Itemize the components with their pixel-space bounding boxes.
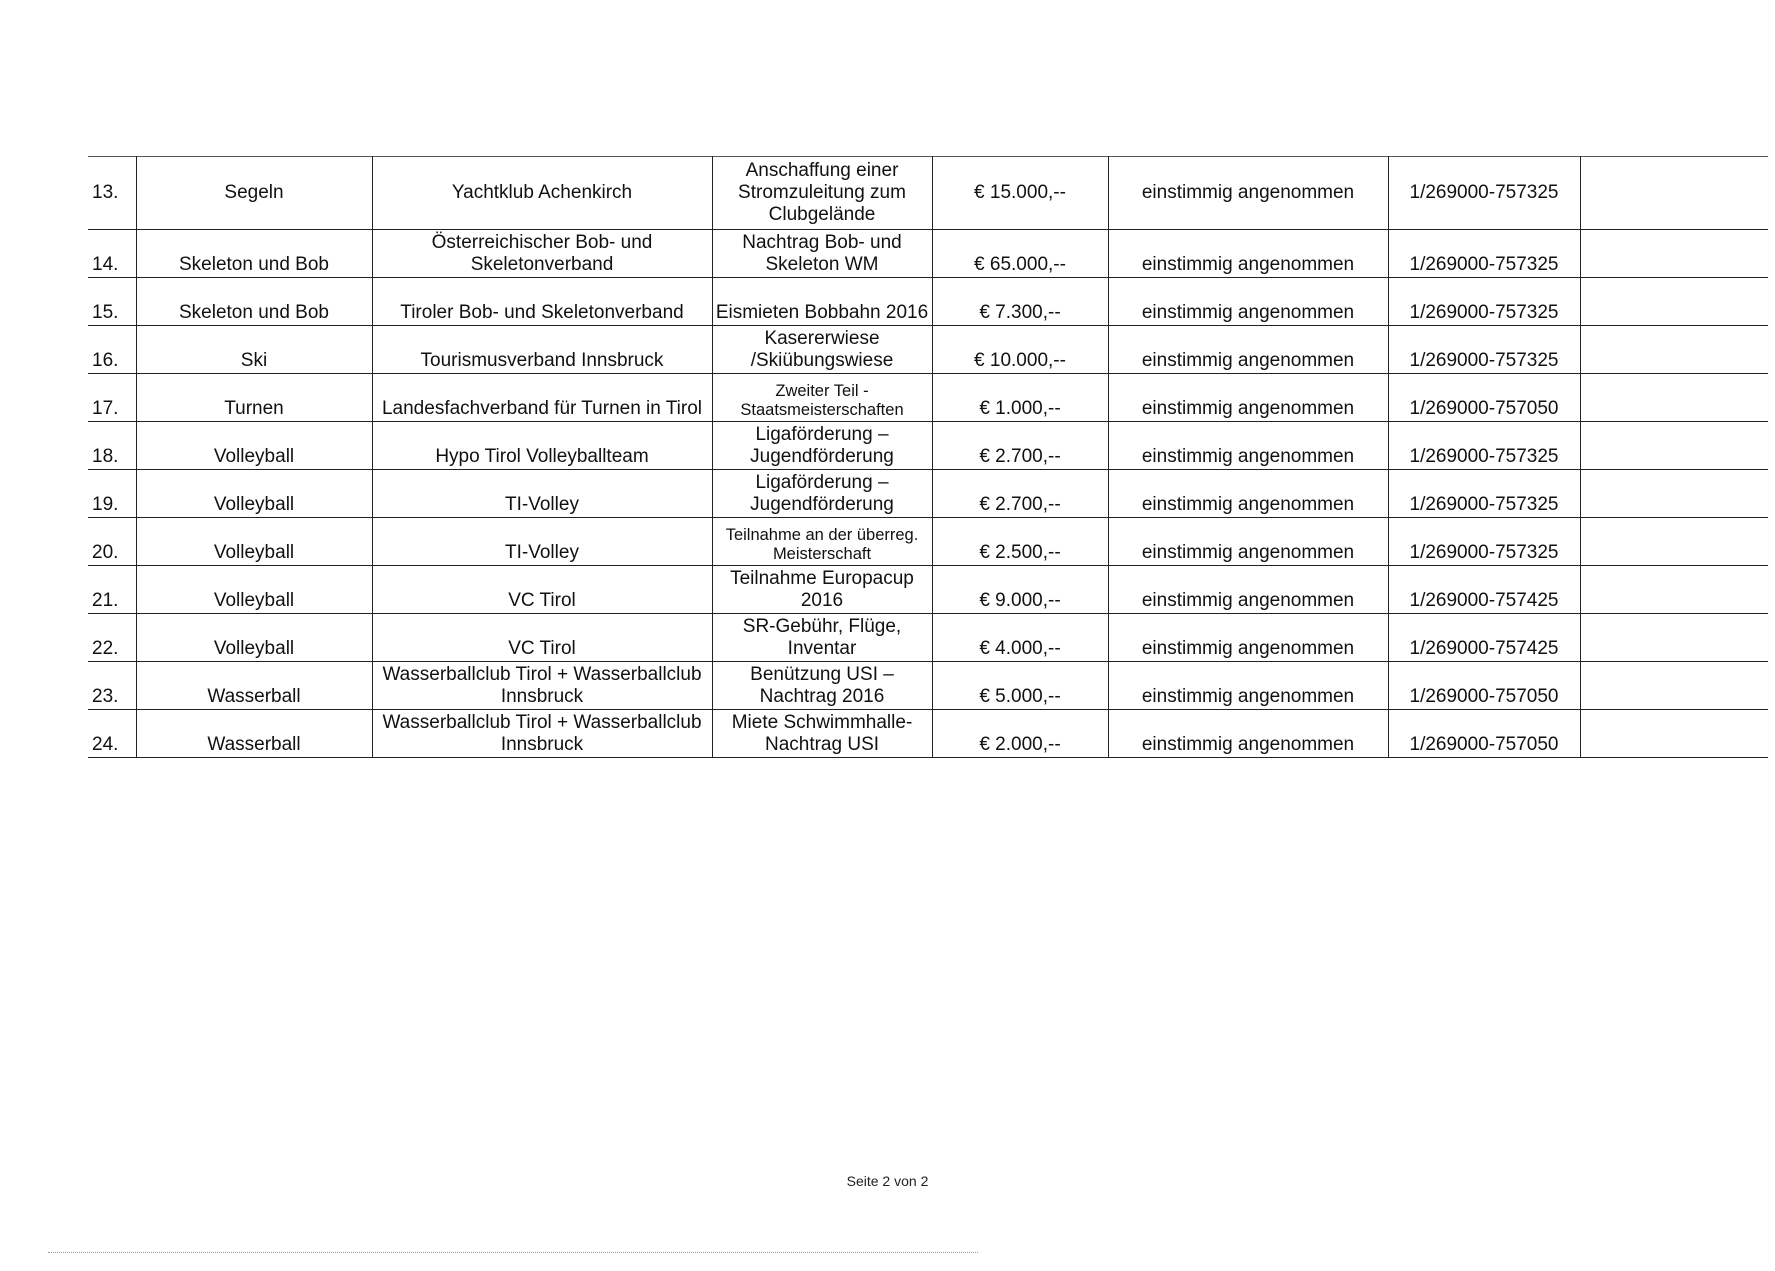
- empty-cell: [1580, 710, 1768, 758]
- table-row: [88, 518, 1768, 566]
- empty-cell: [1580, 662, 1768, 710]
- purpose-cell: Benützung USI – Nachtrag 2016: [712, 662, 932, 710]
- empty-cell: [1580, 230, 1768, 278]
- account-cell: 1/269000-757425: [1388, 566, 1580, 614]
- club-cell: Tourismusverband Innsbruck: [372, 326, 712, 374]
- amount-cell: € 9.000,--: [932, 566, 1108, 614]
- table-row: [88, 278, 1768, 326]
- club-cell: Landesfachverband für Turnen in Tirol: [372, 374, 712, 422]
- decision-cell: einstimmig angenommen: [1108, 326, 1388, 374]
- row-number: 13.: [88, 157, 136, 230]
- row-number: 21.: [88, 566, 136, 614]
- amount-cell: € 10.000,--: [932, 326, 1108, 374]
- table-row: [88, 566, 1768, 614]
- table-body: [88, 157, 1768, 758]
- club-cell: VC Tirol: [372, 566, 712, 614]
- decision-cell: einstimmig angenommen: [1108, 278, 1388, 326]
- row-number: 16.: [88, 326, 136, 374]
- club-cell: VC Tirol: [372, 614, 712, 662]
- decision-cell: einstimmig angenommen: [1108, 710, 1388, 758]
- table-row: [88, 710, 1768, 758]
- sport-cell: Turnen: [136, 374, 372, 422]
- decision-cell: einstimmig angenommen: [1108, 662, 1388, 710]
- sport-cell: Skeleton und Bob: [136, 278, 372, 326]
- amount-cell: € 5.000,--: [932, 662, 1108, 710]
- amount-cell: € 2.700,--: [932, 470, 1108, 518]
- club-cell: Wasserballclub Tirol + Wasserballclub Innsbruck: [372, 710, 712, 758]
- club-cell: Tiroler Bob- und Skeletonverband: [372, 278, 712, 326]
- sport-cell: Wasserball: [136, 662, 372, 710]
- account-cell: 1/269000-757325: [1388, 326, 1580, 374]
- row-number: 24.: [88, 710, 136, 758]
- table-row: [88, 662, 1768, 710]
- amount-cell: € 4.000,--: [932, 614, 1108, 662]
- sport-cell: Volleyball: [136, 614, 372, 662]
- decision-cell: einstimmig angenommen: [1108, 422, 1388, 470]
- account-cell: 1/269000-757050: [1388, 662, 1580, 710]
- purpose-cell: Teilnahme an der überreg. Meisterschaft: [712, 518, 932, 566]
- empty-cell: [1580, 374, 1768, 422]
- amount-cell: € 1.000,--: [932, 374, 1108, 422]
- table-row: [88, 470, 1768, 518]
- account-cell: 1/269000-757325: [1388, 278, 1580, 326]
- sport-cell: Wasserball: [136, 710, 372, 758]
- purpose-cell: Teilnahme Europacup 2016: [712, 566, 932, 614]
- empty-cell: [1580, 614, 1768, 662]
- row-number: 17.: [88, 374, 136, 422]
- table-row: [88, 614, 1768, 662]
- amount-cell: € 2.000,--: [932, 710, 1108, 758]
- empty-cell: [1580, 422, 1768, 470]
- sport-cell: Volleyball: [136, 518, 372, 566]
- account-cell: 1/269000-757325: [1388, 518, 1580, 566]
- purpose-cell: Miete Schwimmhalle- Nachtrag USI: [712, 710, 932, 758]
- row-number: 15.: [88, 278, 136, 326]
- empty-cell: [1580, 518, 1768, 566]
- account-cell: 1/269000-757050: [1388, 710, 1580, 758]
- club-cell: Wasserballclub Tirol + Wasserballclub Innsbruck: [372, 662, 712, 710]
- purpose-cell: Eismieten Bobbahn 2016: [712, 278, 932, 326]
- club-cell: Yachtklub Achenkirch: [372, 157, 712, 230]
- decision-cell: einstimmig angenommen: [1108, 518, 1388, 566]
- club-cell: Hypo Tirol Volleyballteam: [372, 422, 712, 470]
- sport-cell: Volleyball: [136, 470, 372, 518]
- row-number: 20.: [88, 518, 136, 566]
- purpose-cell: SR-Gebühr, Flüge, Inventar: [712, 614, 932, 662]
- decision-cell: einstimmig angenommen: [1108, 230, 1388, 278]
- purpose-cell: Ligaförderung – Jugendförderung: [712, 470, 932, 518]
- decision-cell: einstimmig angenommen: [1108, 614, 1388, 662]
- purpose-cell: Anschaffung einer Stromzuleitung zum Clubgelände: [712, 157, 932, 230]
- sport-cell: Skeleton und Bob: [136, 230, 372, 278]
- empty-cell: [1580, 566, 1768, 614]
- club-cell: TI-Volley: [372, 470, 712, 518]
- empty-cell: [1580, 157, 1768, 230]
- decision-cell: einstimmig angenommen: [1108, 566, 1388, 614]
- account-cell: 1/269000-757425: [1388, 614, 1580, 662]
- account-cell: 1/269000-757325: [1388, 230, 1580, 278]
- funding-table: [88, 156, 1768, 758]
- purpose-cell: Nachtrag Bob- und Skeleton WM: [712, 230, 932, 278]
- empty-cell: [1580, 470, 1768, 518]
- table-row: [88, 230, 1768, 278]
- sport-cell: Volleyball: [136, 566, 372, 614]
- purpose-cell: Zweiter Teil - Staatsmeisterschaften: [712, 374, 932, 422]
- decision-cell: einstimmig angenommen: [1108, 470, 1388, 518]
- row-number: 18.: [88, 422, 136, 470]
- amount-cell: € 15.000,--: [932, 157, 1108, 230]
- page-number: Seite 2 von 2: [846, 1173, 929, 1189]
- account-cell: 1/269000-757325: [1388, 470, 1580, 518]
- empty-cell: [1580, 326, 1768, 374]
- row-number: 23.: [88, 662, 136, 710]
- account-cell: 1/269000-757050: [1388, 374, 1580, 422]
- row-number: 22.: [88, 614, 136, 662]
- decision-cell: einstimmig angenommen: [1108, 157, 1388, 230]
- club-cell: Österreichischer Bob- und Skeletonverband: [372, 230, 712, 278]
- club-cell: TI-Volley: [372, 518, 712, 566]
- scan-artifact-line: [48, 1252, 978, 1253]
- table-row: [88, 326, 1768, 374]
- amount-cell: € 65.000,--: [932, 230, 1108, 278]
- row-number: 19.: [88, 470, 136, 518]
- account-cell: 1/269000-757325: [1388, 157, 1580, 230]
- sport-cell: Volleyball: [136, 422, 372, 470]
- table-row: [88, 157, 1768, 230]
- purpose-cell: Ligaförderung – Jugendförderung: [712, 422, 932, 470]
- amount-cell: € 2.500,--: [932, 518, 1108, 566]
- row-number: 14.: [88, 230, 136, 278]
- sport-cell: Segeln: [136, 157, 372, 230]
- table-row: [88, 374, 1768, 422]
- table-row: [88, 422, 1768, 470]
- decision-cell: einstimmig angenommen: [1108, 374, 1388, 422]
- sport-cell: Ski: [136, 326, 372, 374]
- amount-cell: € 2.700,--: [932, 422, 1108, 470]
- amount-cell: € 7.300,--: [932, 278, 1108, 326]
- purpose-cell: Kasererwiese /Skiübungswiese: [712, 326, 932, 374]
- empty-cell: [1580, 278, 1768, 326]
- account-cell: 1/269000-757325: [1388, 422, 1580, 470]
